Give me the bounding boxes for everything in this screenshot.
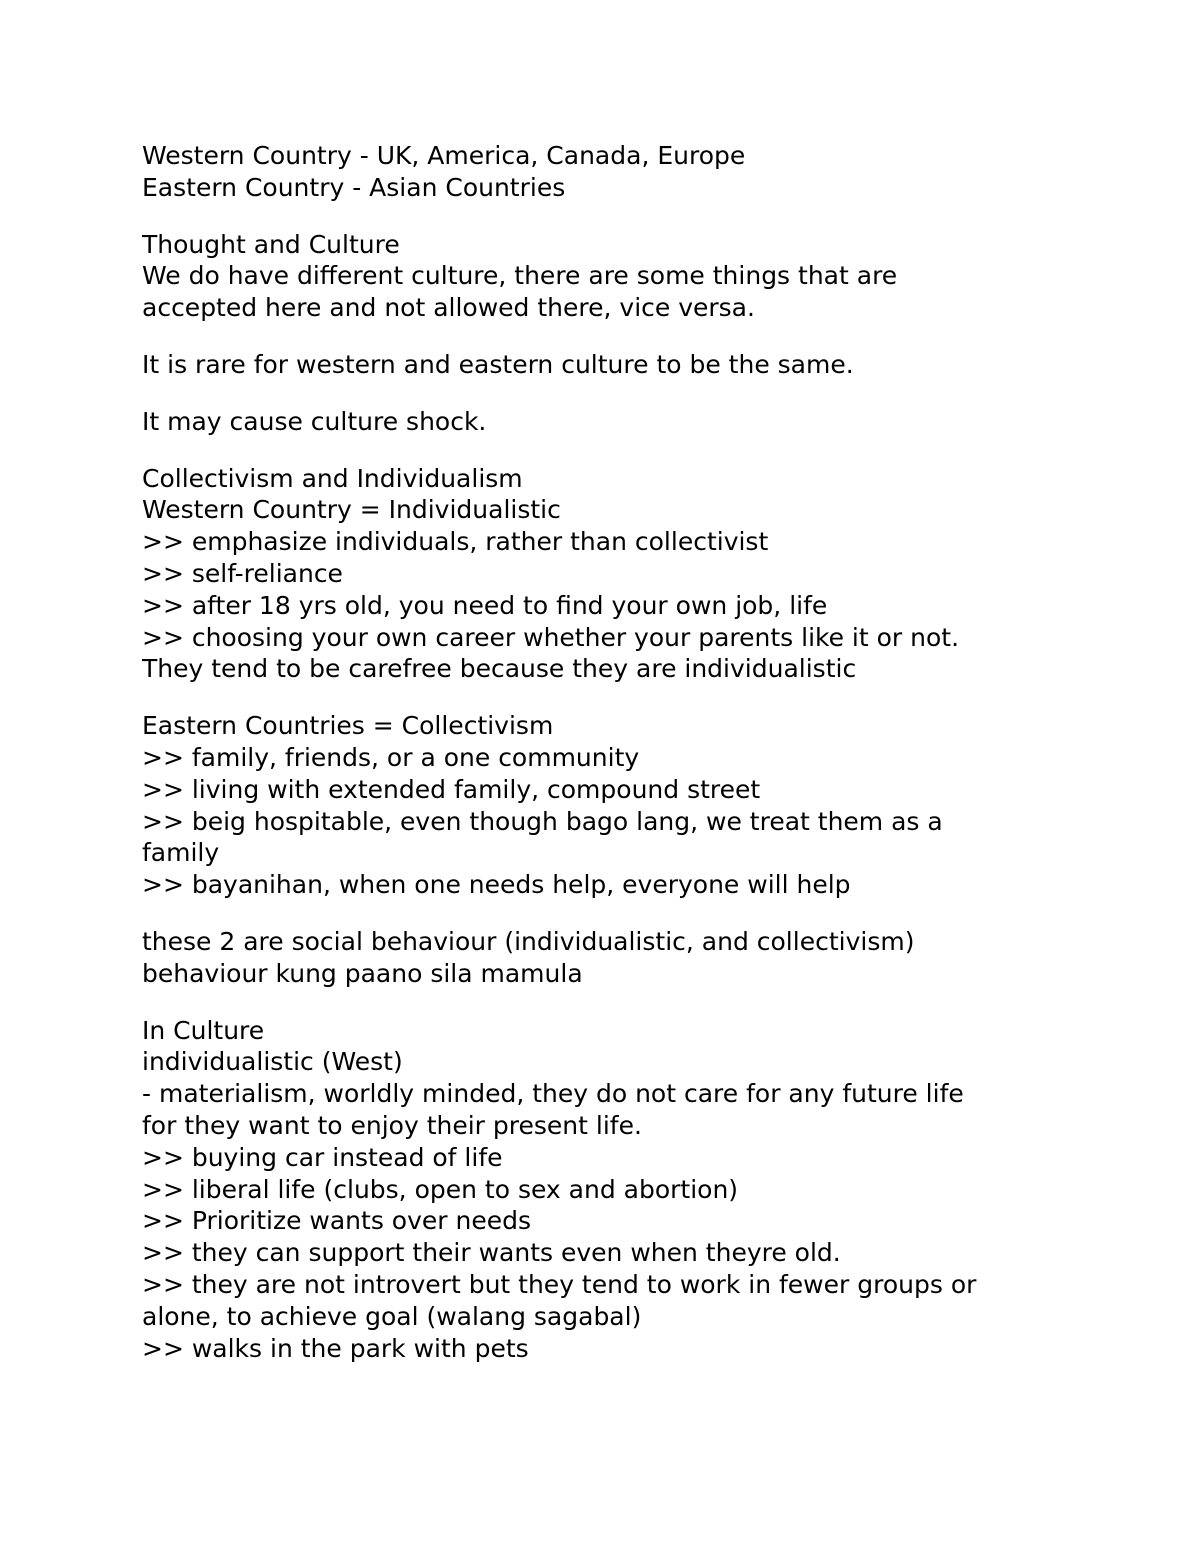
paragraph-in-culture [142, 1015, 1142, 1365]
bullet-line: >> living with extended family, compound street [142, 774, 761, 804]
text-line: It is rare for western and eastern culture to be the same. [142, 349, 854, 379]
section-heading: In Culture [142, 1015, 265, 1045]
paragraph-gap [142, 901, 1142, 926]
text-line: They tend to be carefree because they are individualistic [142, 654, 857, 684]
bullet-line: >> walks in the park with pets [142, 1333, 529, 1363]
document-body [142, 140, 1142, 1364]
section-heading: Eastern Countries = Collectivism [142, 711, 554, 741]
paragraph-social-behaviour [142, 926, 1142, 990]
text-line: individualistic (West) [142, 1047, 403, 1077]
text-line: these 2 are social behaviour (individualistic, and collectivism) [142, 926, 915, 956]
text-line: - materialism, worldly minded, they do not care for any future life [142, 1079, 964, 1109]
text-line: behaviour kung paano sila mamula [142, 958, 583, 988]
text-line: Western Country - UK, America, Canada, Europe [142, 141, 746, 170]
paragraph-western-individualism [142, 463, 1142, 686]
paragraph-gap [142, 438, 1142, 463]
bullet-line: >> liberal life (clubs, open to sex and abortion) [142, 1174, 739, 1204]
paragraph-gap [142, 381, 1142, 406]
text-line: family [142, 838, 220, 868]
bullet-line: >> they can support their wants even when theyre old. [142, 1238, 841, 1268]
text-line: accepted here and not allowed there, vice versa. [142, 293, 755, 323]
bullet-line: >> after 18 yrs old, you need to find your own job, life [142, 590, 828, 620]
paragraph-gap [142, 204, 1142, 229]
bullet-line: >> emphasize individuals, rather than collectivist [142, 527, 769, 557]
bullet-line: >> beig hospitable, even though bago lang, we treat them as a [142, 806, 943, 836]
paragraph-thought-and-culture [142, 229, 1142, 324]
paragraph-eastern-collectivism [142, 710, 1142, 901]
text-line: Western Country = Individualistic [142, 495, 561, 525]
bullet-line: >> they are not introvert but they tend to work in fewer groups or [142, 1269, 977, 1299]
paragraph-gap [142, 324, 1142, 349]
paragraph-gap [142, 685, 1142, 710]
bullet-line: >> bayanihan, when one needs help, everyone will help [142, 870, 851, 900]
text-line: alone, to achieve goal (walang sagabal) [142, 1301, 642, 1331]
text-line: Eastern Country - Asian Countries [142, 172, 566, 202]
bullet-line: >> self-reliance [142, 558, 343, 588]
bullet-line: >> choosing your own career whether your parents like it or not. [142, 622, 960, 652]
paragraph-culture-shock [142, 406, 1142, 438]
text-line: It may cause culture shock. [142, 406, 487, 436]
paragraph-gap [142, 990, 1142, 1015]
text-line: for they want to enjoy their present life. [142, 1110, 642, 1140]
section-heading: Thought and Culture [142, 229, 400, 259]
section-heading: Collectivism and Individualism [142, 463, 523, 493]
bullet-line: >> buying car instead of life [142, 1142, 503, 1172]
bullet-line: >> Prioritize wants over needs [142, 1206, 532, 1236]
text-line: We do have different culture, there are some things that are [142, 261, 898, 291]
paragraph-countries [142, 140, 1142, 204]
paragraph-rare [142, 349, 1142, 381]
bullet-line: >> family, friends, or a one community [142, 742, 640, 772]
